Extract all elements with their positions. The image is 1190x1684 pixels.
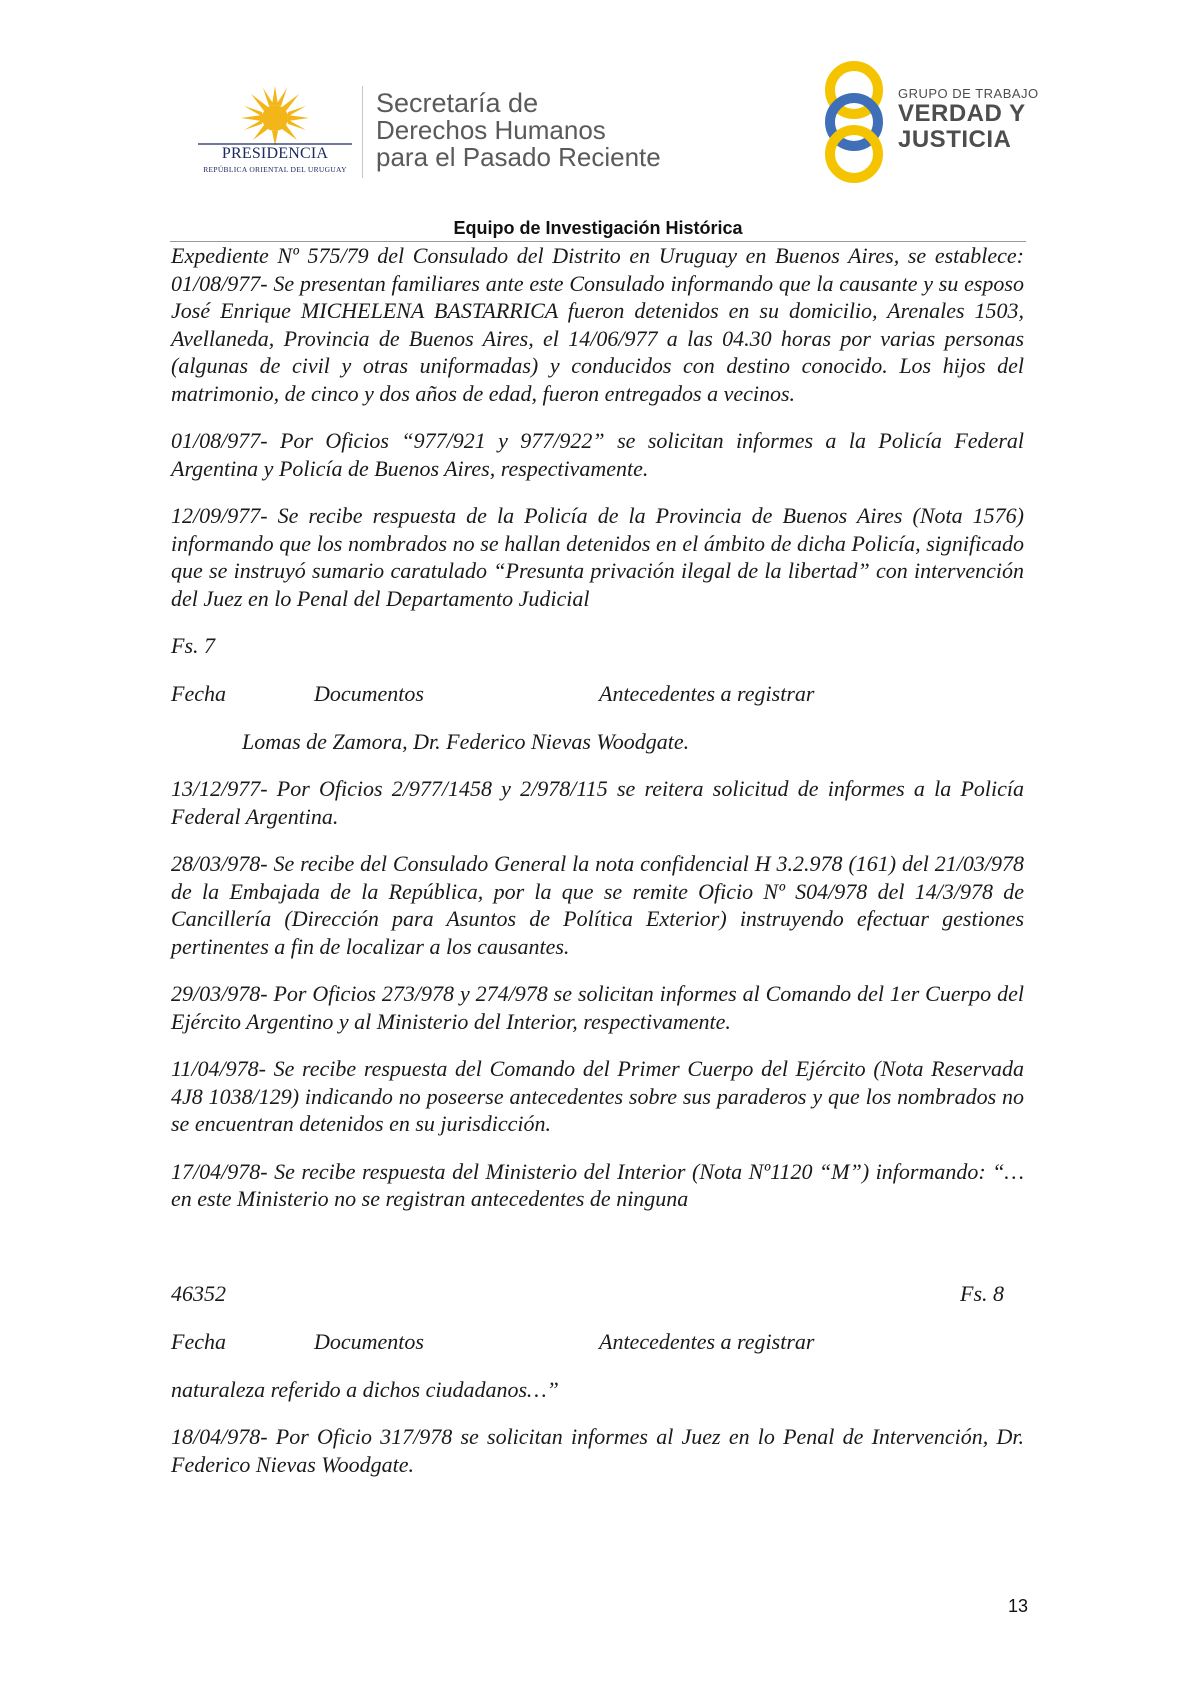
folio-label-8: Fs. 8 [960,1280,1004,1306]
paragraph-naturaleza: naturaleza referido a dichos ciudadanos…” [171,1376,559,1402]
secretaria-line-2: Derechos Humanos [376,115,606,145]
grupo-trabajo-text [898,86,1039,153]
col-fecha-2: Fecha [171,1328,226,1354]
paragraph-ministerio-interior: 17/04/978- Se recibe respuesta del Ministerio del Interior (Nota Nº1120 “M”) informando: “… en este Ministerio no se registran antecedentes de ninguna [171,1158,1024,1211]
col-antecedentes: Antecedentes a registrar [599,680,815,706]
paragraph-oficios-977: 01/08/977- Por Oficios “977/921 y 977/922” se solicitan informes a la Policía Federal Argentina y Policía de Buenos Aires, respectivamente. [171,428,1024,481]
grupo-line-2: VERDAD Y [898,100,1026,127]
presidencia-title: PRESIDENCIA [221,145,329,162]
logo-divider [362,86,363,178]
paragraph-lomas-zamora: Lomas de Zamora, Dr. Federico Nievas Woodgate. [242,728,690,754]
folio-label-7: Fs. 7 [171,633,215,658]
secretaria-line-1: Secretaría de [376,88,539,118]
grupo-line-1: GRUPO DE TRABAJO [898,86,1039,101]
team-heading: Equipo de Investigación Histórica [453,218,743,238]
document-number: 46352 [171,1280,226,1306]
secretaria-line-3: para el Pasado Reciente [376,142,661,172]
paragraph-nota-confidencial: 28/03/978- Se recibe del Consulado General la nota confidencial H 3.2.978 (161) del 21/03/978 de la Embajada de la República, por la que se remite Oficio Nº S04/978 del 14/3/978 de Cancillería (Dirección para Asuntos de Política Exterior) instruyendo efectuar gestiones pertinentes a fin de localizar a los causantes. [171,851,1024,959]
page-header [0,0,1190,215]
paragraph-oficio-317: 18/04/978- Por Oficio 317/978 se solicitan informes al Juez en lo Penal de Intervención, Dr. Federico Nievas Woodgate. [171,1424,1024,1477]
col-antecedentes-2: Antecedentes a registrar [599,1328,815,1354]
paragraph-respuesta-policia: 12/09/977- Se recibe respuesta de la Policía de la Provincia de Buenos Aires (Nota 1576) informando que los nombrados no se hallan detenidos en el ámbito de dicha Policía, significado que se instruyó sumario caratulado “Presunta privación ilegal de la libertad” con intervención del Juez en lo Penal del Departamento Judicial [171,503,1024,611]
column-headers-2 [171,1328,1024,1356]
grupo-line-3: JUSTICIA [898,126,1012,153]
folio-footer [171,1280,1024,1308]
col-fecha: Fecha [171,680,226,706]
paragraph-respuesta-ejercito: 11/04/978- Se recibe respuesta del Comando del Primer Cuerpo del Ejército (Nota Reservada 4J8 1038/129) indicando no poseerse antecedentes sobre sus paraderos y que los nombrados no se encuentran detenidos en su jurisdicción. [171,1056,1024,1136]
paragraph-reitera-solicitud: 13/12/977- Por Oficios 2/977/1458 y 2/978/115 se reitera solicitud de informes a la Policía Federal Argentina. [171,776,1024,829]
page-number: 13 [1007,1596,1028,1616]
document-body [171,242,1024,1478]
secretaria-logo-text [376,90,661,171]
col-documentos-2: Documentos [314,1328,424,1354]
verdad-justicia-rings-logo [822,54,910,184]
paragraph-expediente: Expediente Nº 575/79 del Consulado del Distrito en Uruguay en Buenos Aires, se establece: 01/08/977- Se presentan familiares ante este Consulado informando que la causante y su esposo José Enrique MICHELENA BASTARRICA fueron detenidos en su domicilio, Arenales 1503, Avellaneda, Provincia de Buenos Aires, el 14/06/977 a las 04.30 horas por varias personas (algunas de civil y otras uniformadas) y conducidos con destino conocido. Los hijos del matrimonio, de cinco y dos años de edad, fueron entregados a vecinos. [171,243,1024,406]
col-documentos: Documentos [314,680,424,706]
presidencia-subtitle: REPÚBLICA ORIENTAL DEL URUGUAY [203,165,347,174]
column-headers [171,680,1024,708]
paragraph-oficios-273: 29/03/978- Por Oficios 273/978 y 274/978 se solicitan informes al Comando del 1er Cuerpo del Ejército Argentino y al Ministerio del Interior, respectivamente. [171,981,1024,1034]
